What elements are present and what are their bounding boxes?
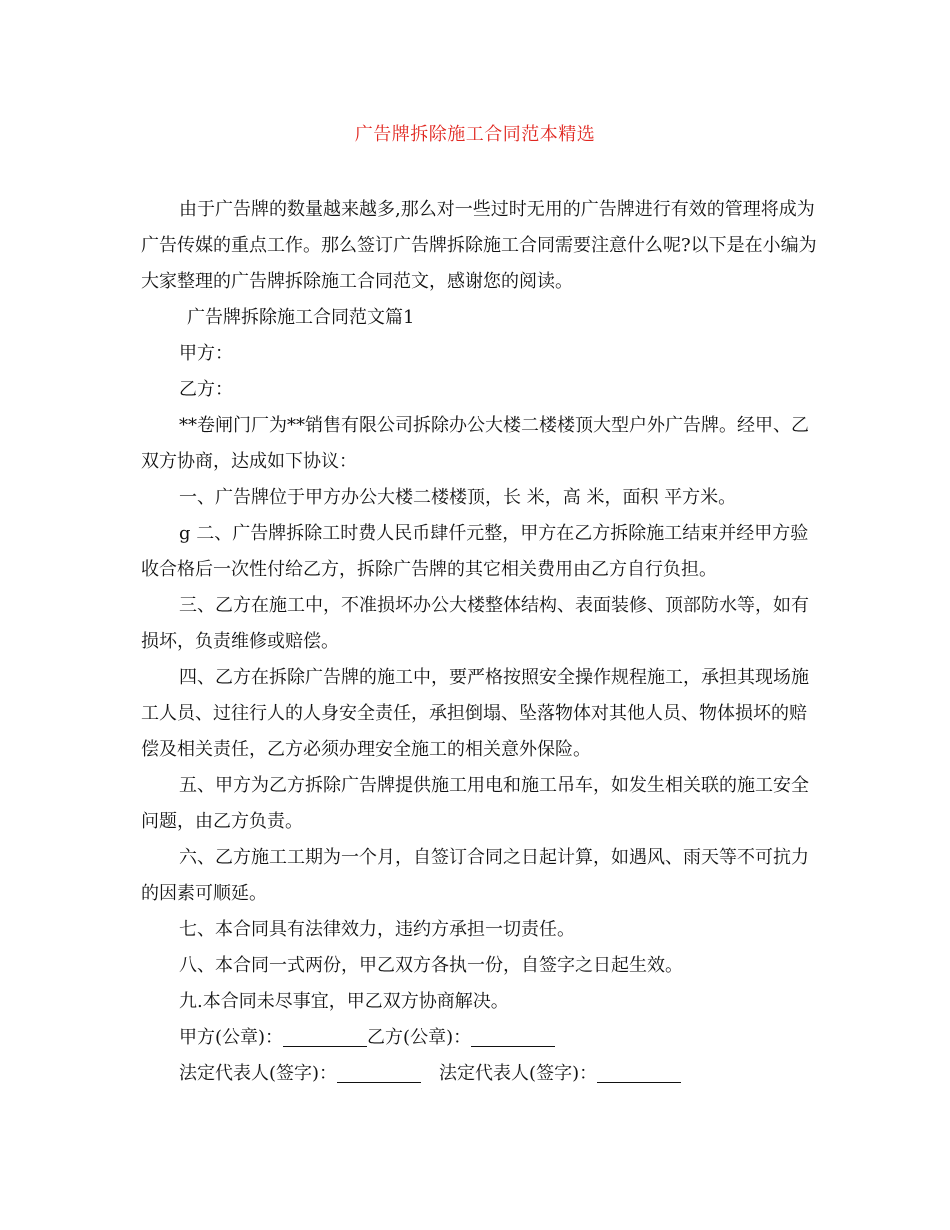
seal-b-label: 乙方(公章)： bbox=[367, 1027, 472, 1048]
clause-6: 六、乙方施工工期为一个月，自签订合同之日起计算，如遇风、雨天等不可抗力的因素可顺延。 bbox=[141, 847, 809, 904]
seal-line bbox=[141, 1020, 821, 1056]
rep-b-blank[interactable] bbox=[597, 1062, 681, 1083]
party-b-label: 乙方： bbox=[179, 379, 233, 400]
document-body bbox=[141, 192, 821, 1092]
clause-1: 一、广告牌位于甲方办公大楼二楼楼顶，长 米，高 米，面积 平方米。 bbox=[179, 487, 737, 508]
seal-a-blank[interactable] bbox=[283, 1026, 367, 1047]
clause-2: g 二、广告牌拆除工时费人民币肆仟元整，甲方在乙方拆除施工结束并经甲方验收合格后一次性付给乙方，拆除广告牌的其它相关费用由乙方自行负担。 bbox=[141, 523, 809, 580]
representative-line bbox=[141, 1056, 821, 1092]
clause-5: 五、甲方为乙方拆除广告牌提供施工用电和施工吊车，如发生相关联的施工安全问题，由乙方负责。 bbox=[141, 775, 809, 832]
rep-a-blank[interactable] bbox=[337, 1062, 421, 1083]
clause-9: 九.本合同未尽事宜，甲乙双方协商解决。 bbox=[179, 991, 509, 1012]
rep-b-label: 法定代表人(签字)： bbox=[439, 1063, 598, 1084]
seal-a-label: 甲方(公章)： bbox=[179, 1027, 284, 1048]
party-a-label: 甲方： bbox=[179, 343, 233, 364]
clause-3: 三、乙方在施工中，不准损坏办公大楼整体结构、表面装修、顶部防水等，如有损坏，负责维修或赔偿。 bbox=[141, 595, 809, 652]
clause-4: 四、乙方在拆除广告牌的施工中，要严格按照安全操作规程施工，承担其现场施工人员、过往行人的人身安全责任，承担倒塌、坠落物体对其他人员、物体损坏的赔偿及相关责任，乙方必须办理安全施工的相关意外保险。 bbox=[141, 667, 809, 760]
clause-preamble: **卷闸门厂为**销售有限公司拆除办公大楼二楼楼顶大型户外广告牌。经甲、乙双方协商，达成如下协议： bbox=[141, 415, 809, 472]
rep-a-label: 法定代表人(签字)： bbox=[179, 1063, 338, 1084]
document-title: 广告牌拆除施工合同范本精选 bbox=[354, 124, 596, 145]
clause-7: 七、本合同具有法律效力，违约方承担一切责任。 bbox=[179, 919, 575, 940]
intro-paragraph: 由于广告牌的数量越来越多,那么对一些过时无用的广告牌进行有效的管理将成为广告传媒的重点工作。那么签订广告牌拆除施工合同需要注意什么呢?以下是在小编为大家整理的广告牌拆除施工合同范文，感谢您的阅读。 bbox=[141, 199, 817, 292]
seal-b-blank[interactable] bbox=[471, 1026, 555, 1047]
section-title: 广告牌拆除施工合同范文篇1 bbox=[187, 307, 415, 328]
clause-8: 八、本合同一式两份，甲乙双方各执一份，自签字之日起生效。 bbox=[179, 955, 683, 976]
